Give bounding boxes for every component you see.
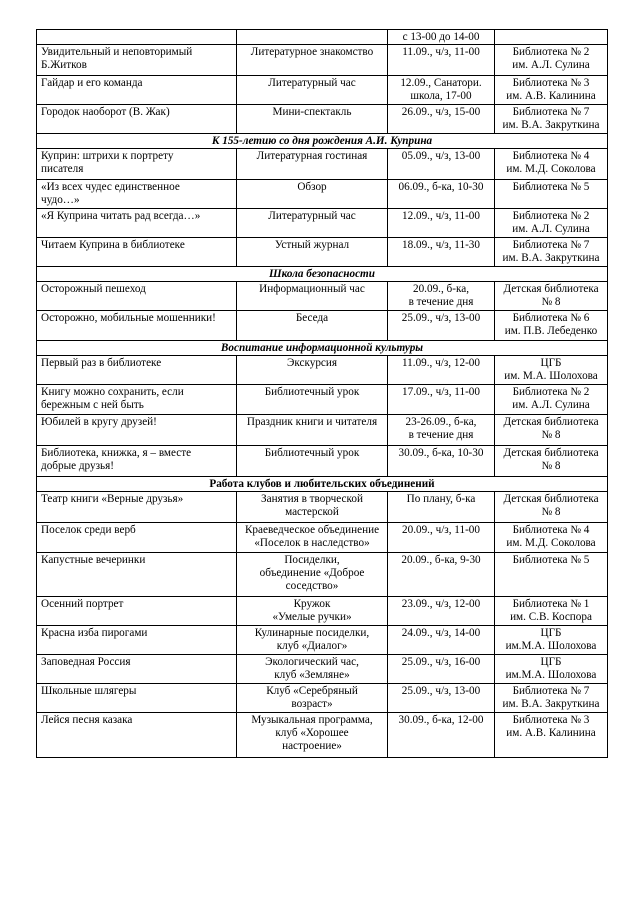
event-title-cell <box>37 414 237 445</box>
cell-text-line: в течение дня <box>408 296 474 309</box>
cell-text-line: им.М.А. Шолохова <box>505 669 597 682</box>
cell-text-line: Библиотека № 2 <box>512 385 590 398</box>
event-format-cell <box>237 384 388 414</box>
cell-text-line: 30.09., б-ка, 12-00 <box>398 713 484 726</box>
event-venue-cell <box>495 596 608 625</box>
cell-text-line: им. А.В. Калинина <box>506 90 596 103</box>
table-row <box>37 683 608 712</box>
event-title-cell <box>37 237 237 266</box>
event-venue-cell <box>495 179 608 208</box>
event-title-cell <box>37 552 237 596</box>
event-format-cell <box>237 148 388 179</box>
event-title-cell <box>37 311 237 341</box>
table-row <box>37 148 608 179</box>
table-row <box>37 445 608 476</box>
cell-text-line: 11.09., ч/з, 12-00 <box>402 357 480 370</box>
event-venue-cell <box>495 491 608 522</box>
event-date-cell <box>388 552 495 596</box>
cell-text-line: Детская библиотека <box>503 415 599 428</box>
cell-text-line: Книгу можно сохранить, если <box>41 385 184 398</box>
cell-text-line: Библиотека № 2 <box>512 46 590 59</box>
event-format-cell <box>237 683 388 712</box>
cell-text-line: с 13-00 до 14-00 <box>402 31 480 43</box>
cell-text-line: Библиотека № 3 <box>512 713 590 726</box>
table-row <box>37 282 608 311</box>
table-row <box>37 625 608 654</box>
cell-text-line: им. А.Л. Сулина <box>512 59 590 72</box>
cell-text-line: Юбилей в кругу друзей! <box>41 415 157 428</box>
event-format-cell <box>237 282 388 311</box>
cell-text-line: 23.09., ч/з, 12-00 <box>401 597 481 610</box>
cell-text-line: Куприн: штрихи к портрету <box>41 149 174 162</box>
cell-text-line: 20.09., б-ка, 9-30 <box>401 553 481 566</box>
event-title-cell <box>37 105 237 133</box>
event-title-cell <box>37 30 237 45</box>
cell-text-line: Капустные вечеринки <box>41 553 146 566</box>
table-row <box>37 596 608 625</box>
event-venue-cell <box>495 445 608 476</box>
cell-text-line: Литературное знакомство <box>250 46 374 59</box>
cell-text-line: Гайдар и его команда <box>41 77 143 90</box>
event-date-cell <box>388 311 495 341</box>
table-row <box>37 414 608 445</box>
event-title-cell <box>37 445 237 476</box>
cell-text-line: Библиотека № 5 <box>512 180 590 193</box>
event-date-cell <box>388 654 495 683</box>
cell-text-line: Библиотека, книжка, я – вместе <box>41 446 192 459</box>
cell-text-line: Лейся песня казака <box>41 713 133 726</box>
cell-text-line: Б.Житков <box>41 59 87 72</box>
cell-text-line: Клуб «Серебряный <box>266 684 358 697</box>
cell-text-line: Детская библиотека <box>503 492 599 505</box>
event-date-cell <box>388 712 495 757</box>
cell-text-line: Музыкальная программа, <box>251 713 373 726</box>
event-title-cell <box>37 356 237 384</box>
cell-text-line: бережным с ней быть <box>41 398 144 411</box>
cell-text-line: Театр книги «Верные друзья» <box>41 492 184 505</box>
table-row <box>37 522 608 552</box>
cell-text-line: Заповедная Россия <box>41 655 131 668</box>
cell-text-line: № 8 <box>541 428 561 441</box>
cell-text-line: Занятия в творческой <box>261 492 363 505</box>
cell-text-line: Детская библиотека <box>503 283 599 296</box>
event-format-cell <box>237 491 388 522</box>
table-row <box>37 311 608 341</box>
cell-text-line: 25.09., ч/з, 13-00 <box>401 684 481 697</box>
event-venue-cell <box>495 237 608 266</box>
cell-text-line: возраст» <box>291 698 333 711</box>
cell-text-line: им. М.Д. Соколова <box>506 163 596 176</box>
cell-text-line: Читаем Куприна в библиотеке <box>41 238 185 251</box>
cell-text-line: 24.09., ч/з, 14-00 <box>401 626 481 639</box>
section-heading-row <box>37 133 608 148</box>
event-format-cell <box>237 311 388 341</box>
cell-text-line: 23-26.09., б-ка, <box>405 415 477 428</box>
event-title-cell <box>37 148 237 179</box>
cell-text-line: Мини-спектакль <box>272 106 352 119</box>
event-title-cell <box>37 683 237 712</box>
event-date-cell <box>388 237 495 266</box>
cell-text-line: Библиотека № 7 <box>512 238 590 251</box>
cell-text-line: им. В.А. Закруткина <box>502 119 600 132</box>
event-format-cell <box>237 552 388 596</box>
cell-text-line: Посиделки, <box>284 553 340 566</box>
event-date-cell <box>388 445 495 476</box>
table-row <box>37 105 608 133</box>
event-format-cell <box>237 105 388 133</box>
cell-text-line: 11.09., ч/з, 11-00 <box>402 46 480 59</box>
cell-text-line: им. А.В. Калинина <box>506 727 596 740</box>
event-date-cell <box>388 45 495 76</box>
cell-text-line: Детская библиотека <box>503 446 599 459</box>
cell-text-line: 12.09., ч/з, 11-00 <box>402 209 480 222</box>
section-heading-row <box>37 476 608 491</box>
event-venue-cell <box>495 552 608 596</box>
cell-text-line: 26.09., ч/з, 15-00 <box>401 106 481 119</box>
event-date-cell <box>388 76 495 105</box>
table-row <box>37 552 608 596</box>
event-venue-cell <box>495 384 608 414</box>
event-date-cell <box>388 30 495 45</box>
event-format-cell <box>237 45 388 76</box>
cell-text-line: Литературная гостиная <box>256 149 368 162</box>
event-format-cell <box>237 522 388 552</box>
event-venue-cell <box>495 105 608 133</box>
cell-text-line: Осторожный пешеход <box>41 283 146 296</box>
cell-text-line: 25.09., ч/з, 13-00 <box>401 312 481 325</box>
event-date-cell <box>388 683 495 712</box>
cell-text-line: им. С.В. Коспора <box>510 611 592 624</box>
event-title-cell <box>37 208 237 237</box>
cell-text-line: 06.09., б-ка, 10-30 <box>398 180 484 193</box>
cell-text-line: клуб «Диалог» <box>276 640 348 653</box>
event-title-cell <box>37 76 237 105</box>
cell-text-line: Библиотека № 6 <box>512 312 590 325</box>
event-title-cell <box>37 625 237 654</box>
cell-text-line: Праздник книги и читателя <box>246 415 378 428</box>
section-heading: Воспитание информационной культуры <box>37 341 608 356</box>
event-title-cell <box>37 596 237 625</box>
cell-text-line: Библиотека № 4 <box>512 149 590 162</box>
cell-text-line: Красна изба пирогами <box>41 626 148 639</box>
event-format-cell <box>237 654 388 683</box>
cell-text-line: Библиотека № 7 <box>512 684 590 697</box>
cell-text-line: Поселок среди верб <box>41 523 136 536</box>
cell-text-line: Библиотека № 5 <box>512 553 590 566</box>
cell-text-line: настроение» <box>282 740 342 753</box>
cell-text-line: мастерской <box>285 506 339 519</box>
cell-text-line: школа, 17-00 <box>410 90 472 103</box>
cell-text-line: Библиотека № 3 <box>512 77 590 90</box>
cell-text-line: По плану, б-ка <box>406 492 476 505</box>
cell-text-line: Первый раз в библиотеке <box>41 357 162 370</box>
cell-text-line: им. А.Л. Сулина <box>512 223 590 236</box>
cell-text-line: Литературный час <box>268 209 356 222</box>
cell-text-line: Экологический час, <box>265 655 359 668</box>
cell-text-line: Кулинарные посиделки, <box>254 626 370 639</box>
cell-text-line: им.М.А. Шолохова <box>505 640 597 653</box>
cell-text-line: в течение дня <box>408 428 474 441</box>
cell-text-line: 18.09., ч/з, 11-30 <box>402 238 480 251</box>
event-format-cell <box>237 356 388 384</box>
event-title-cell <box>37 179 237 208</box>
cell-text-line: 20.09., б-ка, <box>412 283 469 296</box>
event-format-cell <box>237 76 388 105</box>
cell-text-line: Библиотека № 1 <box>512 597 590 610</box>
event-format-cell <box>237 30 388 45</box>
cell-text-line: Библиотека № 2 <box>512 209 590 222</box>
event-venue-cell <box>495 654 608 683</box>
section-heading: Школа безопасности <box>37 266 608 281</box>
event-venue-cell <box>495 148 608 179</box>
cell-text-line: Осенний портрет <box>41 597 124 610</box>
event-venue-cell <box>495 76 608 105</box>
cell-text-line: 12.09., Санатори. <box>400 77 482 90</box>
event-date-cell <box>388 491 495 522</box>
cell-text-line: Осторожно, мобильные мошенники! <box>41 312 216 325</box>
cell-text-line: 05.09., ч/з, 13-00 <box>401 149 481 162</box>
cell-text-line: Устный журнал <box>274 238 350 251</box>
cell-text-line: 17.09., ч/з, 11-00 <box>402 385 480 398</box>
event-title-cell <box>37 282 237 311</box>
table-row <box>37 356 608 384</box>
events-table-body <box>37 30 608 758</box>
cell-text-line: «Я Куприна читать рад всегда…» <box>41 209 201 222</box>
cell-text-line: Беседа <box>295 312 329 325</box>
event-venue-cell <box>495 683 608 712</box>
event-date-cell <box>388 148 495 179</box>
event-title-cell <box>37 654 237 683</box>
table-row <box>37 654 608 683</box>
table-row <box>37 30 608 45</box>
table-row <box>37 491 608 522</box>
cell-text-line: объединение «Доброе <box>259 567 365 580</box>
cell-text-line: соседство» <box>285 580 339 593</box>
cell-text-line: Библиотечный урок <box>264 446 360 459</box>
event-date-cell <box>388 384 495 414</box>
event-date-cell <box>388 356 495 384</box>
cell-text-line: им. В.А. Закруткина <box>502 698 600 711</box>
table-row <box>37 45 608 76</box>
section-heading: Работа клубов и любительских объединений <box>37 476 608 491</box>
cell-text-line: Кружок <box>293 597 331 610</box>
cell-text-line: Библиотека № 7 <box>512 106 590 119</box>
cell-text-line: ЦГБ <box>540 655 562 668</box>
event-date-cell <box>388 625 495 654</box>
cell-text-line: 30.09., б-ка, 10-30 <box>398 446 484 459</box>
event-date-cell <box>388 105 495 133</box>
cell-text-line: Школьные шлягеры <box>41 684 137 697</box>
cell-text-line: писателя <box>41 163 84 176</box>
table-row <box>37 712 608 757</box>
cell-text-line: им. В.А. Закруткина <box>502 252 600 265</box>
section-heading: К 155-летию со дня рождения А.И. Куприна <box>37 133 608 148</box>
event-format-cell <box>237 445 388 476</box>
cell-text-line: ЦГБ <box>540 626 562 639</box>
cell-text-line: добрые друзья! <box>41 459 114 472</box>
cell-text-line: 25.09., ч/з, 16-00 <box>401 655 481 668</box>
event-format-cell <box>237 414 388 445</box>
cell-text-line: «Умелые ручки» <box>272 611 352 624</box>
cell-text-line: клуб «Земляне» <box>274 669 350 682</box>
cell-text-line: клуб «Хорошее <box>275 727 349 740</box>
event-format-cell <box>237 596 388 625</box>
cell-text-line: «Из всех чудес единственное <box>41 180 180 193</box>
event-date-cell <box>388 208 495 237</box>
event-format-cell <box>237 712 388 757</box>
table-row <box>37 237 608 266</box>
event-venue-cell <box>495 712 608 757</box>
event-title-cell <box>37 45 237 76</box>
event-venue-cell <box>495 414 608 445</box>
event-date-cell <box>388 414 495 445</box>
cell-text-line: № 8 <box>541 459 561 472</box>
event-format-cell <box>237 237 388 266</box>
event-date-cell <box>388 179 495 208</box>
cell-text-line: Экскурсия <box>286 357 338 370</box>
cell-text-line: Библиотечный урок <box>264 385 360 398</box>
event-date-cell <box>388 596 495 625</box>
event-format-cell <box>237 179 388 208</box>
cell-text-line: Библиотека № 4 <box>512 523 590 536</box>
event-venue-cell <box>495 522 608 552</box>
cell-text-line: № 8 <box>541 296 561 309</box>
cell-text-line: Городок наоборот (В. Жак) <box>41 106 170 119</box>
event-title-cell <box>37 522 237 552</box>
table-row <box>37 76 608 105</box>
cell-text-line: 20.09., ч/з, 11-00 <box>402 523 480 536</box>
event-venue-cell <box>495 208 608 237</box>
event-title-cell <box>37 491 237 522</box>
cell-text-line: им. П.В. Лебеденко <box>504 325 598 338</box>
table-row <box>37 384 608 414</box>
cell-text-line: им. М.А. Шолохова <box>504 370 598 383</box>
event-venue-cell <box>495 311 608 341</box>
cell-text-line: Литературный час <box>268 77 356 90</box>
cell-text-line: № 8 <box>541 506 561 519</box>
event-venue-cell <box>495 282 608 311</box>
event-venue-cell <box>495 30 608 45</box>
table-row <box>37 179 608 208</box>
event-title-cell <box>37 384 237 414</box>
event-format-cell <box>237 208 388 237</box>
cell-text-line: им. М.Д. Соколова <box>506 537 596 550</box>
event-venue-cell <box>495 356 608 384</box>
cell-text-line: Увидительный и неповторимый <box>41 46 193 59</box>
event-venue-cell <box>495 45 608 76</box>
section-heading-row <box>37 341 608 356</box>
cell-text-line: им. А.Л. Сулина <box>512 398 590 411</box>
cell-text-line: Краеведческое объединение <box>244 523 380 536</box>
event-date-cell <box>388 522 495 552</box>
event-date-cell <box>388 282 495 311</box>
cell-text-line: «Поселок в наследство» <box>254 537 370 550</box>
cell-text-line: чудо…» <box>41 194 80 207</box>
event-format-cell <box>237 625 388 654</box>
cell-text-line: Информационный час <box>259 283 365 296</box>
section-heading-row <box>37 266 608 281</box>
cell-text-line: ЦГБ <box>540 357 562 370</box>
event-title-cell <box>37 712 237 757</box>
cell-text-line: Обзор <box>297 180 327 193</box>
events-table <box>36 29 608 758</box>
table-row <box>37 208 608 237</box>
event-venue-cell <box>495 625 608 654</box>
